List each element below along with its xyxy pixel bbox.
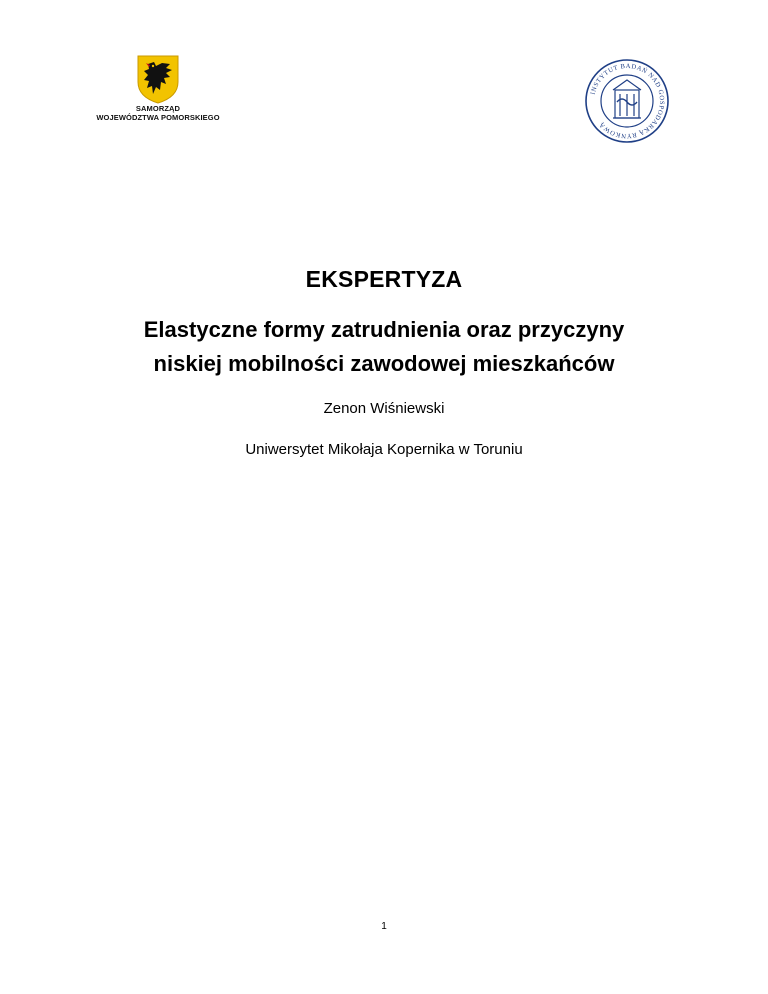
logo-caption-line2: WOJEWÓDZTWA POMORSKIEGO [96,113,220,122]
griffin-shield-icon [136,54,180,104]
document-type-heading: EKSPERTYZA [305,266,463,292]
logo-caption-line1: SAMORZĄD [135,104,181,113]
document-title [0,313,768,381]
svg-text:INSTYTUT BADAŃ NAD GOSPODARKĄ: INSTYTUT BADAŃ NAD GOSPODARKĄ RYNKOWĄ [589,62,666,140]
author-name: Zenon Wiśniewski [323,400,445,417]
author-affiliation: Uniwersytet Mikołaja Kopernika w Toruniu [245,441,523,458]
logo-caption [88,104,228,122]
document-title-line2: niskiej mobilności zawodowej mieszkańców [153,351,615,376]
document-title-line1: Elastyczne formy zatrudnienia oraz przyczyny [143,317,625,342]
samorzad-logo [88,54,228,134]
page-number: 1 [381,921,387,932]
seal-icon [584,58,670,144]
ibngr-seal-logo [584,58,670,144]
